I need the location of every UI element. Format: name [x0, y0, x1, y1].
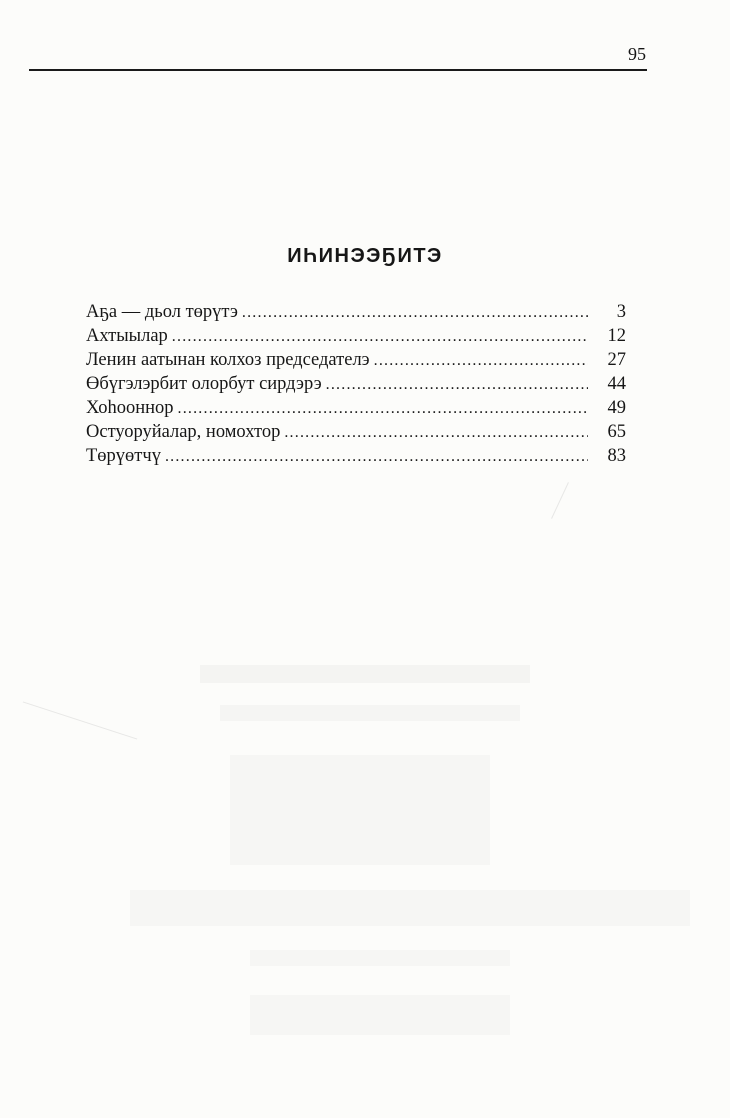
paper-scratch — [23, 701, 137, 739]
toc-entry-label: Хоһооннор — [86, 398, 174, 418]
bleed-through-mark — [200, 665, 530, 683]
toc-entry-label: Остуоруйалар, номохтор — [86, 422, 281, 442]
toc-entry — [86, 326, 626, 350]
toc-leader-dots — [178, 400, 589, 418]
toc-entry — [86, 422, 626, 446]
toc-entry-page: 27 — [607, 350, 626, 370]
toc-entry — [86, 374, 626, 398]
toc-entry-page: 65 — [607, 422, 626, 442]
toc-leader-dots — [242, 304, 588, 322]
toc-leader-dots — [172, 328, 588, 346]
toc-entry — [86, 446, 626, 470]
toc-entry-label: Төрүөтчү — [86, 446, 161, 466]
toc-leader-dots — [165, 448, 588, 466]
toc-entry-page: 44 — [607, 374, 626, 394]
toc-entry-page: 3 — [616, 302, 626, 322]
paper-scratch — [551, 482, 569, 519]
toc-entry-label: Аҕа — дьол төрүтэ — [86, 302, 238, 322]
toc-entry-label: Өбүгэлэрбит олорбут сирдэрэ — [86, 374, 322, 394]
toc-entry — [86, 350, 626, 374]
bleed-through-mark — [250, 950, 510, 966]
bleed-through-mark — [220, 705, 520, 721]
table-of-contents — [86, 302, 626, 470]
toc-entry — [86, 398, 626, 422]
toc-entry — [86, 302, 626, 326]
toc-leader-dots — [374, 352, 588, 370]
toc-title: ИҺИНЭЭҔИТЭ — [287, 245, 443, 267]
toc-entry-page: 83 — [607, 446, 626, 466]
toc-entry-page: 49 — [607, 398, 626, 418]
toc-entry-page: 12 — [607, 326, 626, 346]
toc-leader-dots — [326, 376, 588, 394]
toc-leader-dots — [284, 424, 588, 442]
page-number: 95 — [628, 44, 646, 64]
toc-entry-label: Ахтыылар — [86, 326, 168, 346]
bleed-through-mark — [230, 755, 490, 865]
bleed-through-mark — [130, 890, 690, 926]
bleed-through-mark — [250, 995, 510, 1035]
header-rule — [29, 69, 647, 71]
toc-entry-label: Ленин аатынан колхоз председателэ — [86, 350, 370, 370]
